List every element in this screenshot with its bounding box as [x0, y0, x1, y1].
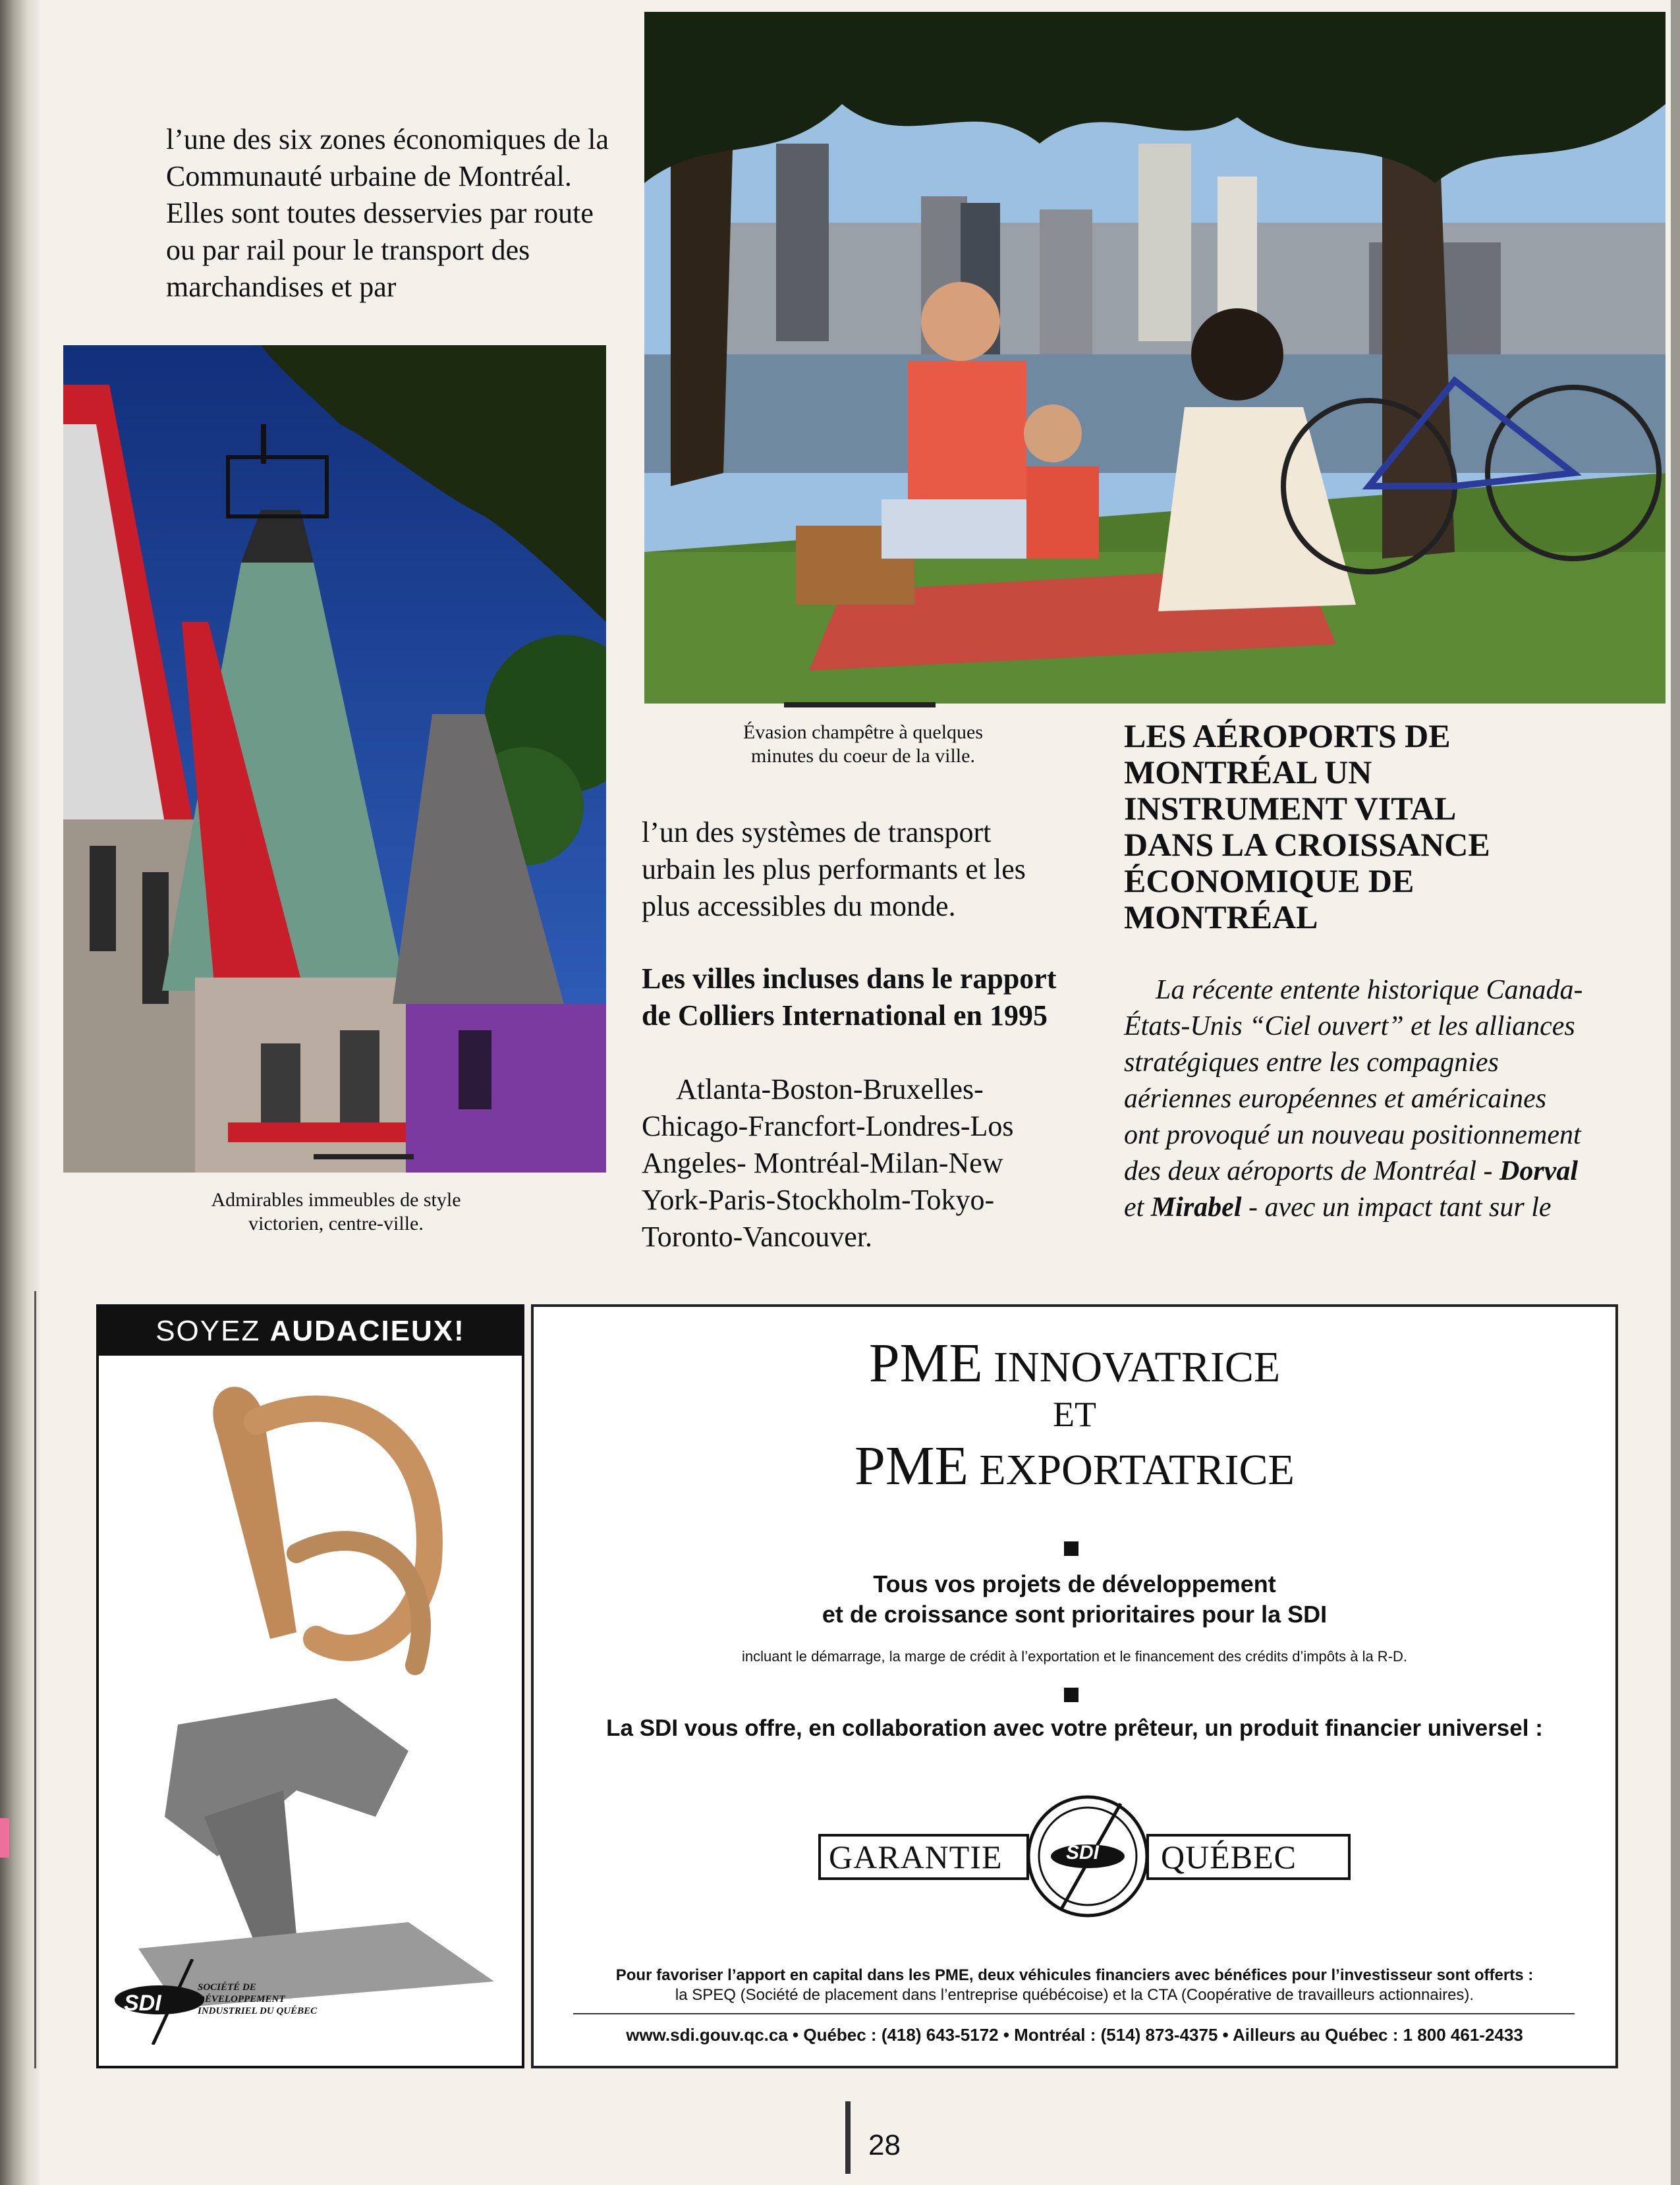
small-print-line: incluant le démarrage, la marge de crédit à l’exportation et le financement des crédits d’impôts à la R-D. — [741, 1648, 1408, 1665]
pme-title-et: ET — [1053, 1395, 1096, 1434]
airports-text-2: et — [1124, 1192, 1151, 1223]
page-edge — [1671, 0, 1680, 2185]
page-number-rule — [845, 2101, 851, 2174]
transport-paragraph: l’un des systèmes de transport urbain les plus performants et les plus accessibles du monde. — [642, 816, 1026, 922]
bullet-1 — [1064, 1541, 1078, 1556]
sdi-org-name — [198, 1981, 317, 2017]
offer-line: La SDI vous offre, en collaboration avec votre prêteur, un produit financier universel : — [606, 1715, 1543, 1741]
contact-rule — [573, 2013, 1575, 2014]
victorian-caption: Admirables immeubles de style victorien, centre-ville. — [211, 1189, 461, 1234]
page-number: 28 — [868, 2129, 901, 2161]
pme-word-2: PME — [854, 1435, 968, 1497]
audacieux-band — [99, 1307, 522, 1356]
pme-word-1: PME — [868, 1333, 983, 1394]
pme-title-line-2 — [534, 1435, 1615, 1502]
pme-ad — [531, 1304, 1618, 2068]
intro-paragraph: l’une des six zones économiques de la Communauté urbaine de Montréal. Elles sont toutes desservies par route ou par rail pour le transport des marchandises et par — [166, 123, 609, 303]
priority-line-2: et de croissance sont prioritaires pour la SDI — [822, 1601, 1328, 1628]
victorian-caption-rule — [314, 1154, 414, 1159]
airports-text-3: - avec un impact tant sur le — [1241, 1192, 1552, 1223]
band-light-text: SOYEZ — [155, 1315, 270, 1347]
badge-logo-text: SDI — [1066, 1842, 1100, 1864]
contact-line: www.sdi.gouv.qc.ca • Québec : (418) 643-5172 • Montréal : (514) 873-4375 • Ailleurs au Québec : 1 800 461-2433 — [626, 2025, 1523, 2045]
picnic-illustration — [644, 12, 1666, 704]
mirabel-name: Mirabel — [1150, 1192, 1242, 1223]
picnic-caption: Évasion champêtre à quelques minutes du coeur de la ville. — [742, 721, 984, 767]
exportatrice-word: EXPORTATRICE — [968, 1446, 1295, 1494]
quebec-word: QUÉBEC — [1161, 1839, 1297, 1875]
picnic-caption-rule — [784, 702, 936, 707]
dorval-name: Dorval — [1499, 1156, 1578, 1186]
priority-line-1: Tous vos projets de développement — [873, 1570, 1276, 1597]
bronze-sculpture-illustration — [99, 1356, 522, 2014]
org-line-2: DÉVELOPPEMENT — [198, 1994, 285, 2005]
capital-text — [534, 1966, 1615, 2005]
capital-line-2: la SPEQ (Société de placement dans l’entreprise québécoise) et la CTA (Coopérative de travailleurs actionnaires). — [675, 1986, 1474, 2004]
cities-heading: Les villes incluses dans le rapport de Colliers International en 1995 — [642, 962, 1057, 1032]
pme-title-line-1 — [534, 1332, 1615, 1399]
left-margin-rule — [34, 1291, 36, 2068]
org-line-3: INDUSTRIEL DU QUÉBEC — [198, 2006, 318, 2016]
sdi-logo-text: SDI — [124, 1991, 161, 2016]
bullet-2 — [1064, 1688, 1078, 1702]
victorian-buildings-photo — [63, 345, 606, 1173]
picnic-photo — [644, 12, 1666, 704]
capital-line-1: Pour favoriser l’apport en capital dans les PME, deux véhicules financiers avec bénéfices pour l’investisseur sont offerts : — [615, 1966, 1534, 1984]
victorian-buildings-illustration — [63, 345, 606, 1173]
airports-text-1: La récente entente historique Canada-États-Unis “Ciel ouvert” et les alliances stratégiques entre les compagnies aériennes européennes et américaines ont provoqué un nouveau positionnement des deux aéroports de Montréal - — [1124, 975, 1583, 1186]
band-bold-text: AUDACIEUX! — [269, 1315, 465, 1347]
airports-paragraph — [1124, 972, 1585, 1226]
cities-list: Atlanta-Boston-Bruxelles-Chicago-Francfort-Londres-Los Angeles- Montréal-Milan-New York-Paris-Stockholm-Tokyo-Toronto-Vancouver. — [642, 1073, 1014, 1253]
innovatrice-word: INNOVATRICE — [982, 1343, 1281, 1391]
sdi-audacieux-ad — [96, 1304, 524, 2068]
org-line-1: SOCIÉTÉ DE — [198, 1982, 256, 1993]
priority-text — [534, 1569, 1615, 1630]
pink-tab-mark — [0, 1818, 9, 1858]
airports-heading: LES AÉROPORTS DE MONTRÉAL UN INSTRUMENT VITAL DANS LA CROISSANCE ÉCONOMIQUE DE MONTRÉAL — [1124, 717, 1490, 935]
garantie-word: GARANTIE — [829, 1839, 1003, 1875]
